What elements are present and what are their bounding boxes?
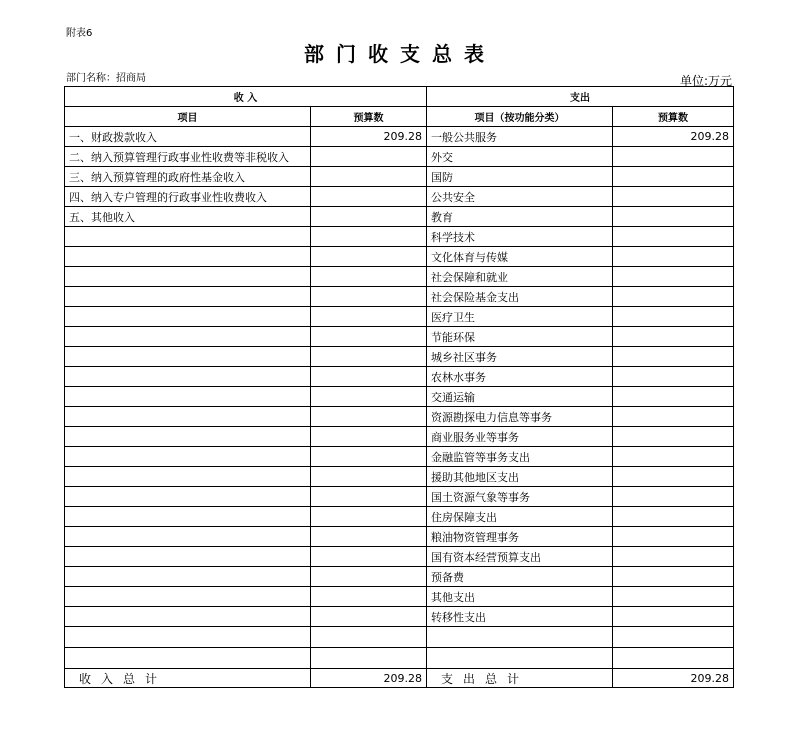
page-title: 部门收支总表 bbox=[304, 42, 496, 66]
expense-total-value: 209.28 bbox=[613, 669, 734, 688]
table-row bbox=[65, 607, 734, 627]
table-row bbox=[65, 547, 734, 567]
table-group-header-row bbox=[65, 87, 734, 107]
expense-budget-cell bbox=[613, 207, 734, 227]
income-budget-cell bbox=[311, 387, 427, 407]
income-budget-cell bbox=[311, 607, 427, 627]
table-row bbox=[65, 447, 734, 467]
table-row bbox=[65, 227, 734, 247]
income-budget-cell bbox=[311, 187, 427, 207]
income-item-cell: 二、纳入预算管理行政事业性收费等非税收入 bbox=[65, 147, 311, 167]
expense-budget-cell bbox=[613, 267, 734, 287]
income-budget-cell bbox=[311, 507, 427, 527]
expense-item-cell: 医疗卫生 bbox=[427, 307, 613, 327]
income-budget-cell bbox=[311, 267, 427, 287]
income-budget-cell bbox=[311, 227, 427, 247]
empty-cell bbox=[311, 627, 427, 648]
empty-cell bbox=[65, 648, 311, 669]
income-item-cell bbox=[65, 447, 311, 467]
income-item-cell: 三、纳入预算管理的政府性基金收入 bbox=[65, 167, 311, 187]
income-budget-cell bbox=[311, 247, 427, 267]
income-item-cell bbox=[65, 487, 311, 507]
income-item-cell bbox=[65, 527, 311, 547]
income-budget-cell bbox=[311, 587, 427, 607]
income-budget-cell bbox=[311, 327, 427, 347]
expense-item-cell: 预备费 bbox=[427, 567, 613, 587]
income-item-cell: 五、其他收入 bbox=[65, 207, 311, 227]
expense-budget-cell bbox=[613, 527, 734, 547]
table-column-header-row bbox=[65, 107, 734, 127]
income-budget-cell bbox=[311, 367, 427, 387]
income-budget-cell bbox=[311, 407, 427, 427]
expense-item-cell: 教育 bbox=[427, 207, 613, 227]
expense-budget-cell bbox=[613, 167, 734, 187]
income-budget-cell bbox=[311, 467, 427, 487]
income-budget-cell bbox=[311, 547, 427, 567]
expense-budget-cell bbox=[613, 367, 734, 387]
table-row bbox=[65, 527, 734, 547]
expense-budget-cell bbox=[613, 247, 734, 267]
table-row bbox=[65, 167, 734, 187]
expense-budget-cell bbox=[613, 427, 734, 447]
totals-row bbox=[65, 669, 734, 688]
expense-budget-cell bbox=[613, 587, 734, 607]
income-total-value: 209.28 bbox=[311, 669, 427, 688]
table-row bbox=[65, 427, 734, 447]
income-budget-cell bbox=[311, 207, 427, 227]
table-row bbox=[65, 487, 734, 507]
income-budget-cell bbox=[311, 147, 427, 167]
table-row bbox=[65, 287, 734, 307]
expense-item-cell: 城乡社区事务 bbox=[427, 347, 613, 367]
expense-item-cell: 社会保险基金支出 bbox=[427, 287, 613, 307]
income-item-cell bbox=[65, 347, 311, 367]
expense-item-cell: 其他支出 bbox=[427, 587, 613, 607]
income-item-cell bbox=[65, 567, 311, 587]
income-group-header: 收 入 bbox=[65, 87, 427, 107]
income-item-cell: 一、财政拨款收入 bbox=[65, 127, 311, 147]
empty-row bbox=[65, 627, 734, 648]
empty-cell bbox=[613, 627, 734, 648]
income-budget-header: 预算数 bbox=[311, 107, 427, 127]
income-budget-cell bbox=[311, 447, 427, 467]
income-budget-cell bbox=[311, 287, 427, 307]
expense-item-cell: 公共安全 bbox=[427, 187, 613, 207]
expense-budget-cell bbox=[613, 487, 734, 507]
expense-item-cell: 交通运输 bbox=[427, 387, 613, 407]
income-budget-cell bbox=[311, 527, 427, 547]
income-item-cell bbox=[65, 607, 311, 627]
expense-budget-header: 预算数 bbox=[613, 107, 734, 127]
expense-item-cell: 社会保障和就业 bbox=[427, 267, 613, 287]
income-budget-cell bbox=[311, 427, 427, 447]
expense-item-cell: 国有资本经营预算支出 bbox=[427, 547, 613, 567]
expense-item-cell: 国防 bbox=[427, 167, 613, 187]
table-row bbox=[65, 347, 734, 367]
income-item-cell bbox=[65, 507, 311, 527]
income-item-cell bbox=[65, 287, 311, 307]
expense-item-cell: 金融监管等事务支出 bbox=[427, 447, 613, 467]
income-budget-cell bbox=[311, 567, 427, 587]
expense-item-cell: 粮油物资管理事务 bbox=[427, 527, 613, 547]
expense-item-cell: 一般公共服务 bbox=[427, 127, 613, 147]
expense-budget-cell bbox=[613, 467, 734, 487]
expense-budget-cell bbox=[613, 387, 734, 407]
expense-budget-cell bbox=[613, 147, 734, 167]
expense-item-cell: 商业服务业等事务 bbox=[427, 427, 613, 447]
unit-label: 单位:万元 bbox=[679, 74, 732, 88]
income-budget-cell bbox=[311, 307, 427, 327]
empty-cell bbox=[613, 648, 734, 669]
income-item-cell bbox=[65, 327, 311, 347]
empty-cell bbox=[427, 648, 613, 669]
expense-item-cell: 文化体育与传媒 bbox=[427, 247, 613, 267]
table-row bbox=[65, 247, 734, 267]
income-item-cell bbox=[65, 267, 311, 287]
income-budget-cell bbox=[311, 347, 427, 367]
income-item-header: 项目 bbox=[65, 107, 311, 127]
income-item-cell bbox=[65, 307, 311, 327]
expense-total-label: 支出总计 bbox=[427, 669, 613, 688]
expense-budget-cell: 209.28 bbox=[613, 127, 734, 147]
income-item-cell bbox=[65, 547, 311, 567]
expense-budget-cell bbox=[613, 607, 734, 627]
income-item-cell bbox=[65, 587, 311, 607]
budget-table bbox=[64, 86, 734, 688]
expense-budget-cell bbox=[613, 307, 734, 327]
empty-cell bbox=[65, 627, 311, 648]
income-item-cell bbox=[65, 227, 311, 247]
table-row bbox=[65, 367, 734, 387]
expense-item-cell: 国土资源气象等事务 bbox=[427, 487, 613, 507]
income-item-cell bbox=[65, 427, 311, 447]
expense-budget-cell bbox=[613, 187, 734, 207]
table-row bbox=[65, 127, 734, 147]
income-item-cell: 四、纳入专户管理的行政事业性收费收入 bbox=[65, 187, 311, 207]
empty-cell bbox=[311, 648, 427, 669]
expense-item-header: 项目（按功能分类） bbox=[427, 107, 613, 127]
table-row bbox=[65, 307, 734, 327]
table-row bbox=[65, 587, 734, 607]
table-row bbox=[65, 207, 734, 227]
income-item-cell bbox=[65, 467, 311, 487]
empty-row bbox=[65, 648, 734, 669]
department-name: 部门名称：招商局 bbox=[66, 73, 146, 84]
expense-group-header: 支出 bbox=[427, 87, 734, 107]
table-row bbox=[65, 147, 734, 167]
income-item-cell bbox=[65, 407, 311, 427]
expense-item-cell: 外交 bbox=[427, 147, 613, 167]
expense-budget-cell bbox=[613, 507, 734, 527]
expense-item-cell: 节能环保 bbox=[427, 327, 613, 347]
income-budget-cell bbox=[311, 487, 427, 507]
expense-item-cell: 农林水事务 bbox=[427, 367, 613, 387]
table-row bbox=[65, 467, 734, 487]
expense-budget-cell bbox=[613, 547, 734, 567]
expense-budget-cell bbox=[613, 287, 734, 307]
income-budget-cell bbox=[311, 167, 427, 187]
expense-item-cell: 转移性支出 bbox=[427, 607, 613, 627]
table-row bbox=[65, 327, 734, 347]
expense-item-cell: 援助其他地区支出 bbox=[427, 467, 613, 487]
expense-budget-cell bbox=[613, 567, 734, 587]
empty-cell bbox=[427, 627, 613, 648]
table-row bbox=[65, 567, 734, 587]
expense-budget-cell bbox=[613, 227, 734, 247]
income-total-label: 收入总计 bbox=[65, 669, 311, 688]
table-row bbox=[65, 387, 734, 407]
income-item-cell bbox=[65, 387, 311, 407]
table-row bbox=[65, 267, 734, 287]
expense-budget-cell bbox=[613, 347, 734, 367]
annex-label: 附表6 bbox=[66, 28, 93, 39]
expense-item-cell: 住房保障支出 bbox=[427, 507, 613, 527]
table-row bbox=[65, 187, 734, 207]
expense-budget-cell bbox=[613, 407, 734, 427]
table-row bbox=[65, 507, 734, 527]
income-item-cell bbox=[65, 247, 311, 267]
expense-item-cell: 科学技术 bbox=[427, 227, 613, 247]
expense-budget-cell bbox=[613, 327, 734, 347]
expense-item-cell: 资源勘探电力信息等事务 bbox=[427, 407, 613, 427]
expense-budget-cell bbox=[613, 447, 734, 467]
income-budget-cell: 209.28 bbox=[311, 127, 427, 147]
table-row bbox=[65, 407, 734, 427]
income-item-cell bbox=[65, 367, 311, 387]
